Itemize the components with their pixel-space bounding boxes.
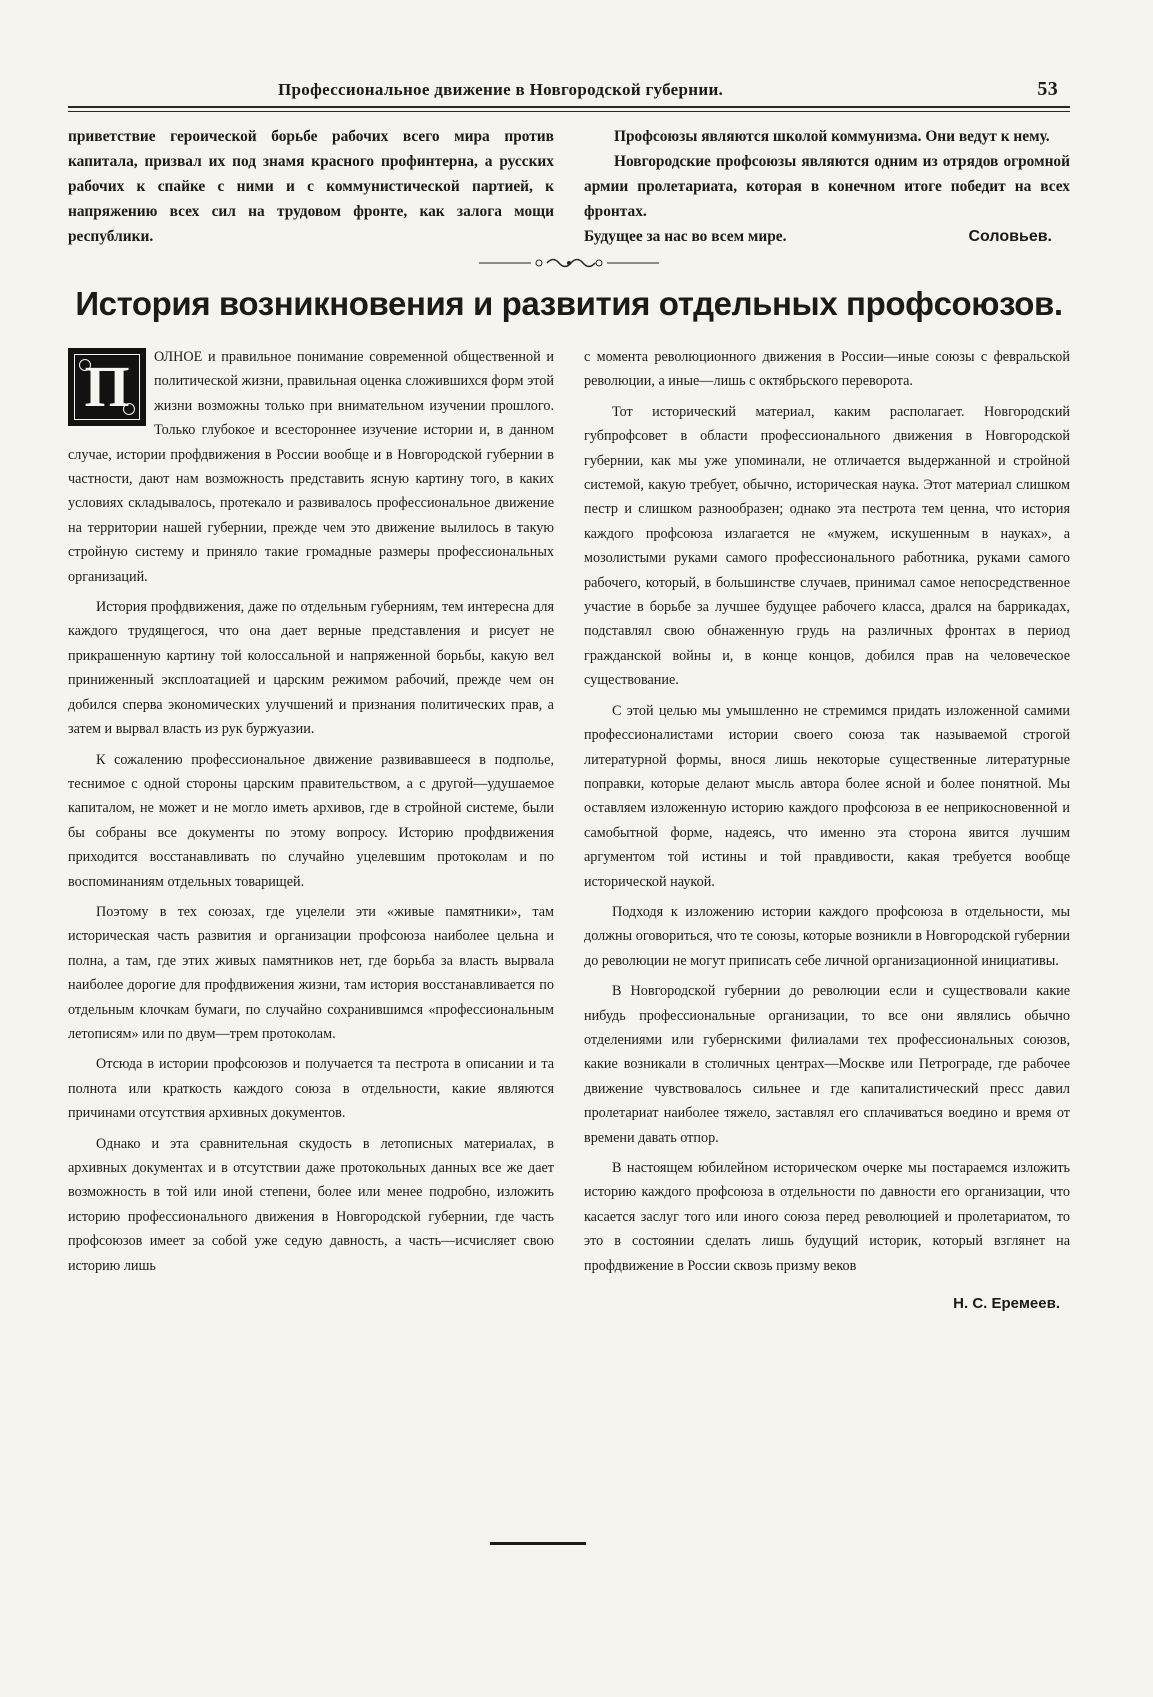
article-paragraph: Отсюда в истории профсоюзов и получается та пестрота в описании и та полнота или краткость каждого союза в отдельности, какие являются причинами отсутствия архивных документов. xyxy=(68,1056,554,1122)
article-paragraph: История профдвижения, даже по отдельным губерниям, тем интересна для каждого трудящегося, что она дает верные представления и рисует не прикрашенную картину той колоссальной и напряженной борьбы, какую вел приниженный эксплоатацией и царским режимом рабочий, прежде чем он добился сперва экономических улучшений и признания политических прав, а затем и вырвал власть из рук буржуазии. xyxy=(68,599,554,738)
signature-row xyxy=(584,224,1070,249)
header-rule xyxy=(68,106,1070,112)
article-paragraph: К сожалению профессиональное движение развивавшееся в подполье, теснимое с одной стороны царским правительством, а с другой—удушаемое капиталом, не может и не могло иметь архивов, где в стройной системе, были бы собраны все документы по этому вопросу. Историю профдвижения приходится восстанавливать по случайно уцелевшим протоколам и по воспоминаниям отдельных товарищей. xyxy=(68,751,554,890)
article-paragraph: В Новгородской губернии до революции если и существовали какие нибудь профессиональные организации, то все они являлись обычно отделениями или губернскими филиалами тех профессиональных союзов, какие возникали в столичных центрах—Москве или Петрограде, где рабочее движение чувствовалось сильнее и где капиталистический пресс давил пролетариат наиболее тяжело, заставлял его сплачиваться воедино и время от времени давать отпор. xyxy=(584,983,1070,1146)
article-left-column xyxy=(68,345,554,1316)
article-right-column xyxy=(584,345,1070,1316)
article-paragraph: Подходя к изложению истории каждого профсоюза в отдельности, мы должны оговориться, что те союзы, которые возникли в Новгородской губернии до революции не могут приписать себе личной организационной инициативы. xyxy=(584,903,1070,969)
end-rule xyxy=(490,1542,586,1545)
page-number: 53 xyxy=(1037,78,1058,100)
article-paragraph: ОЛНОЕ и правильное понимание современной общественной и политической жизни, правильная оценка сложившихся форм этой жизни возможны только при внимательном изучении прошлого. Только глубокое и всестороннее изучение истории и, в данном случае, истории профдвижения в России вообще и в Новгородской губернии в частности, дают нам возможность представить ясную картину того, в каких условиях складывалось, протекало и развивалось профессиональное движение на территории нашей губернии, прежде чем это движение вылилось в такую стройную систему и приняло такие громадные размеры профессиональных организаций. xyxy=(68,349,554,585)
article-paragraph: В настоящем юбилейном историческом очерке мы постараемся изложить историю каждого профсоюза в отдельности по давности его организации, что касается заслуг того или иного союза перед революцией и пролетариатом, то это в состоянии сделать лишь будущий историк, который взглянет на профдвижение в России сквозь призму веков xyxy=(584,1160,1070,1274)
running-head xyxy=(68,78,1070,104)
dropcap-letter: П xyxy=(74,354,140,420)
previous-article-ending xyxy=(68,124,1070,249)
section-ornament xyxy=(68,255,1070,271)
article-paragraph: Тот исторический материал, каким располагает. Новгородский губпрофсовет в области профессионального движения в Новгородской губернии, как мы уже упоминали, не отличается выдержанной и стройной системой, какую требует, обычно, историческая наука. Этот материал слишком пестр и слишком разнообразен; однако эта пестрота тем ценна, что история каждого профсоюза излагается не «мужем, искушенным в науках», а мозолистыми руками самого профессионального работника, руками самого рабочего, который, в большинстве случаев, принимал самое непосредственное участие в борьбе за лучшее будущее рабочего класса, дрался на баррикадах, подставлял свою обнаженную грудь на различных фронтах в период гражданской войны и, в конце концов, добился прав на человеческое существование. xyxy=(584,403,1070,689)
running-head-title: Профессиональное движение в Новгородской губернии. xyxy=(278,80,724,99)
previous-article-paragraph: Новгородские профсоюзы являются одним из отрядов огромной армии пролетариата, которая в конечном итоге победит на всех фронтах. xyxy=(584,153,1070,220)
article-paragraph: С этой целью мы умышленно не стремимся придать изложенной самими профессионалистами истории своего союза так называемой строгой литературной формы, внося лишь некоторые существенные литературные поправки, которые делают мысль автора более ясной и более понятной. Мы оставляем изложенную историю каждого профсоюза в ее неприкосновенной и самобытной форме, надеясь, что именно эта сторона явится лучшим аргументом той истины и той правдивости, какая требуется вообще исторической наукой. xyxy=(584,702,1070,890)
ornamental-dropcap xyxy=(68,348,146,426)
previous-article-left-text: приветствие героической борьбе рабочих всего мира против капитала, призвал их под знамя красного профинтерна, а русских рабочих к спайке с ними и с коммунистической партией, к напряжению всех сил на трудовом фронте, как залога мощи республики. xyxy=(68,128,554,245)
previous-article-paragraph: Профсоюзы являются школой коммунизма. Они ведут к нему. xyxy=(614,128,1050,145)
previous-article-right-column xyxy=(584,124,1070,249)
previous-article-closing-line: Будущее за нас во всем мире. xyxy=(584,228,787,245)
previous-article-signature: Соловьев. xyxy=(968,228,1052,245)
ornament-divider-icon xyxy=(479,255,659,271)
article-author: Н. С. Еремеев. xyxy=(953,1295,1060,1313)
article-paragraph: Однако и эта сравнительная скудость в летописных материалах, в архивных документах и в отсутствии даже протокольных данных все же дает возможность в той или иной степени, более или менее подробно, изложить историю профессионального движения в Новгородской губернии, где часть профсоюзов имеет за собой уже седую давность, а часть—исчисляет свою историю лишь xyxy=(68,1135,554,1274)
article-paragraph: Поэтому в тех союзах, где уцелели эти «живые памятники», там историческая часть развития и организации профсоюза наиболее цельна и полна, а там, где этих живых памятников нет, где борьба за власть вырвала наиболее дорогие для профдвижения жизни, там история восстанавливается по отдельным клочкам бумаги, по случайно сохранившимся «профессиональным летописям» или по двум—трем протоколам. xyxy=(68,903,554,1042)
article-title: История возникновения и развития отдельных профсоюзов. xyxy=(75,285,1063,322)
article-paragraph: с момента революционного движения в России—иные союзы с февральской революции, а иные—лишь с октябрьского переворота. xyxy=(584,349,1070,390)
newspaper-page xyxy=(68,78,1070,1316)
article-body xyxy=(68,345,1070,1316)
previous-article-left-column xyxy=(68,124,554,249)
